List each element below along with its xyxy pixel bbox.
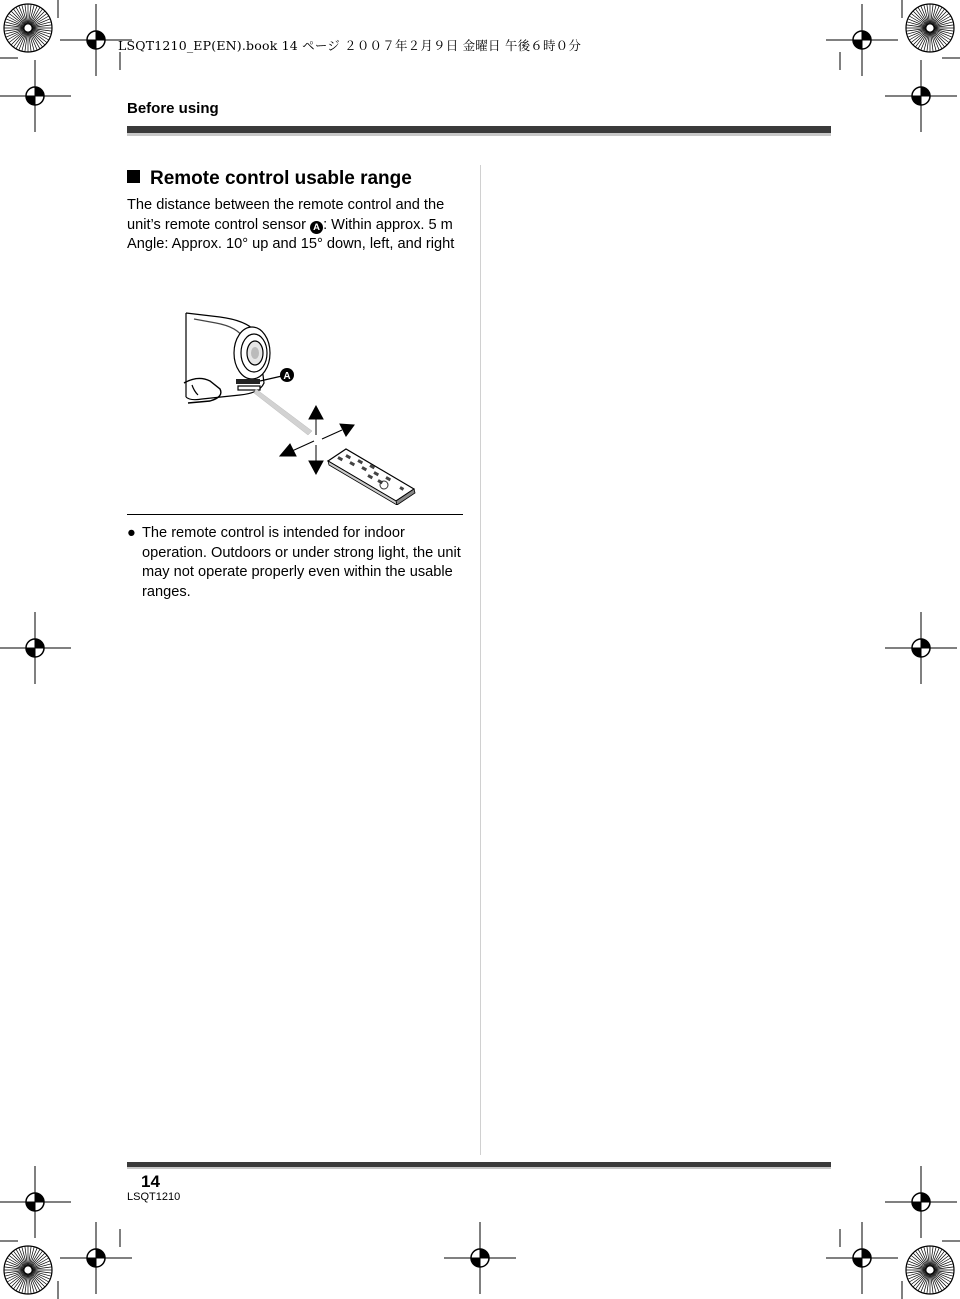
note-bullet: ●	[127, 525, 136, 541]
starburst-mark	[926, 24, 934, 32]
starburst-mark	[24, 24, 32, 32]
top-rule-shadow	[127, 133, 831, 136]
heading-title: Remote control usable range	[150, 168, 412, 189]
remote-control-drawing	[328, 449, 415, 505]
starburst-mark	[926, 1266, 934, 1274]
remote-control-illustration	[180, 305, 420, 505]
note-rule	[127, 514, 463, 515]
body-text	[127, 196, 472, 255]
callout-a-label: A	[283, 371, 291, 382]
ir-beam	[254, 389, 312, 435]
note-text: The remote control is intended for indoor operation. Outdoors or under strong light, the unit may not operate properly even within the usable ranges.	[142, 525, 461, 600]
range-angle-text: Angle: Approx. 10° up and 15° down, left, and right	[127, 236, 455, 252]
page-code: LSQT1210	[127, 1191, 181, 1203]
bottom-rule-shadow	[127, 1167, 831, 1169]
print-file-header: LSQT1210_EP(EN).book 14 ページ ２００７年２月９日 金曜日 午後６時０分	[118, 38, 582, 53]
camcorder-drawing	[184, 313, 270, 403]
top-rule	[127, 126, 831, 133]
square-bullet-icon	[127, 170, 140, 183]
page-number: 14	[141, 1172, 160, 1191]
column-divider	[480, 165, 481, 1155]
starburst-mark	[24, 1266, 32, 1274]
range-distance-text: The distance between the remote control and the unit’s remote control sensor A : Within approx. 5 m	[127, 197, 453, 233]
note-block	[127, 524, 467, 602]
section-heading	[127, 168, 412, 190]
section-label: Before using	[127, 100, 219, 117]
sensor-marker-a-icon: A	[310, 221, 323, 234]
